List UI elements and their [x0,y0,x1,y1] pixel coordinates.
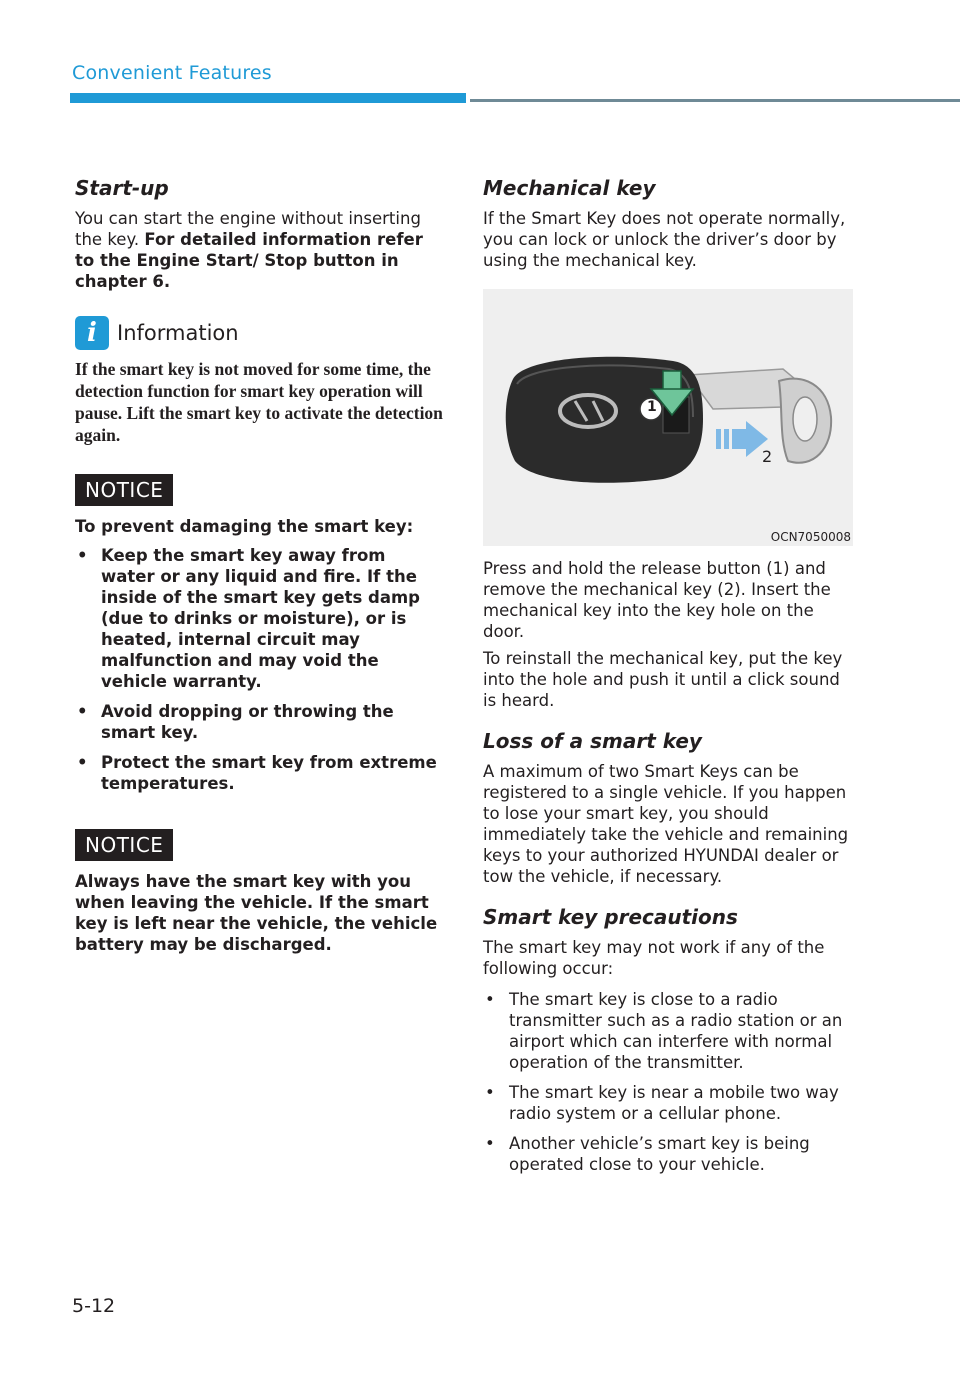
notice-badge-2: NOTICE [75,829,173,861]
left-column [75,176,443,963]
startup-text [75,208,443,292]
mechanical-key-paragraph-1: Press and hold the release button (1) and remove the mechanical key (2). Insert the mechanical key into the key hole on the door. [483,559,831,641]
section-header-title: Convenient Features [72,62,272,84]
figure-code: OCN7050008 [770,530,851,544]
page-number: 5-12 [72,1295,116,1317]
list-item: • Another vehicle’s smart key is being operated close to your vehicle. [485,1134,810,1174]
bullet-glyph: • [485,1134,495,1153]
notice-badge-1: NOTICE [75,474,173,506]
header-rule-accent [70,93,466,103]
bullet-glyph: • [485,990,495,1009]
information-title: Information [117,321,239,345]
information-text: If the smart key is not moved for some time, the detection function for smart key operation will pause. Lift the smart key to activate the detection again. [75,359,443,445]
list-item: • Avoid dropping or throwing the smart key. [77,702,394,742]
information-icon: i [75,316,109,350]
smart-key-illustration [483,289,853,546]
startup-heading: Start-up [75,176,169,200]
mechanical-key-heading: Mechanical key [483,176,656,200]
precautions-lead: The smart key may not work if any of the following occur: [483,938,825,978]
bullet-glyph: • [77,753,88,772]
information-header [75,316,443,350]
notice-1-list [75,545,443,794]
list-item: • Keep the smart key away from water or any liquid and fire. If the inside of the smart key gets damp (due to drinks or moisture), or is heated, internal circuit may malfunction and may void the vehicle warranty. [77,546,420,691]
mechanical-key-text: If the Smart Key does not operate normally, you can lock or unlock the driver’s door by using the mechanical key. [483,209,846,270]
loss-heading: Loss of a smart key [483,729,702,753]
loss-text: A maximum of two Smart Keys can be registered to a single vehicle. If you happen to lose your smart key, you should immediately take the vehicle and remaining keys to your authorized HYUNDAI dealer or tow the vehicle, if necessary. [483,762,849,886]
startup-text-bold: For detailed information refer to the Engine Start/ Stop button in chapter 6. [75,230,423,291]
mechanical-key-figure [483,289,853,546]
notice-2-text: Always have the smart key with you when leaving the vehicle. If the smart key is left near the vehicle, the vehicle battery may be discharged. [75,872,438,954]
notice-1-lead: To prevent damaging the smart key: [75,517,414,536]
mechanical-key-paragraph-2: To reinstall the mechanical key, put the key into the hole and push it until a click sound is heard. [483,649,843,710]
bullet-glyph: • [485,1083,495,1102]
figure-label-2: 2 [762,447,773,466]
bullet-glyph: • [77,702,88,721]
figure-label-1: 1 [647,399,657,415]
precautions-heading: Smart key precautions [483,905,738,929]
bullet-glyph: • [77,546,88,565]
list-item: • The smart key is close to a radio transmitter such as a radio station or an airport which can interfere with normal operation of the transmitter. [485,990,843,1072]
startup-text-plain: You can start the engine without inserting the key. [75,209,421,249]
list-item: • The smart key is near a mobile two way radio system or a cellular phone. [485,1083,839,1123]
list-item: • Protect the smart key from extreme temperatures. [77,753,437,793]
precautions-list [483,989,855,1175]
header-rule-grey [470,99,960,102]
right-column [483,176,855,1184]
